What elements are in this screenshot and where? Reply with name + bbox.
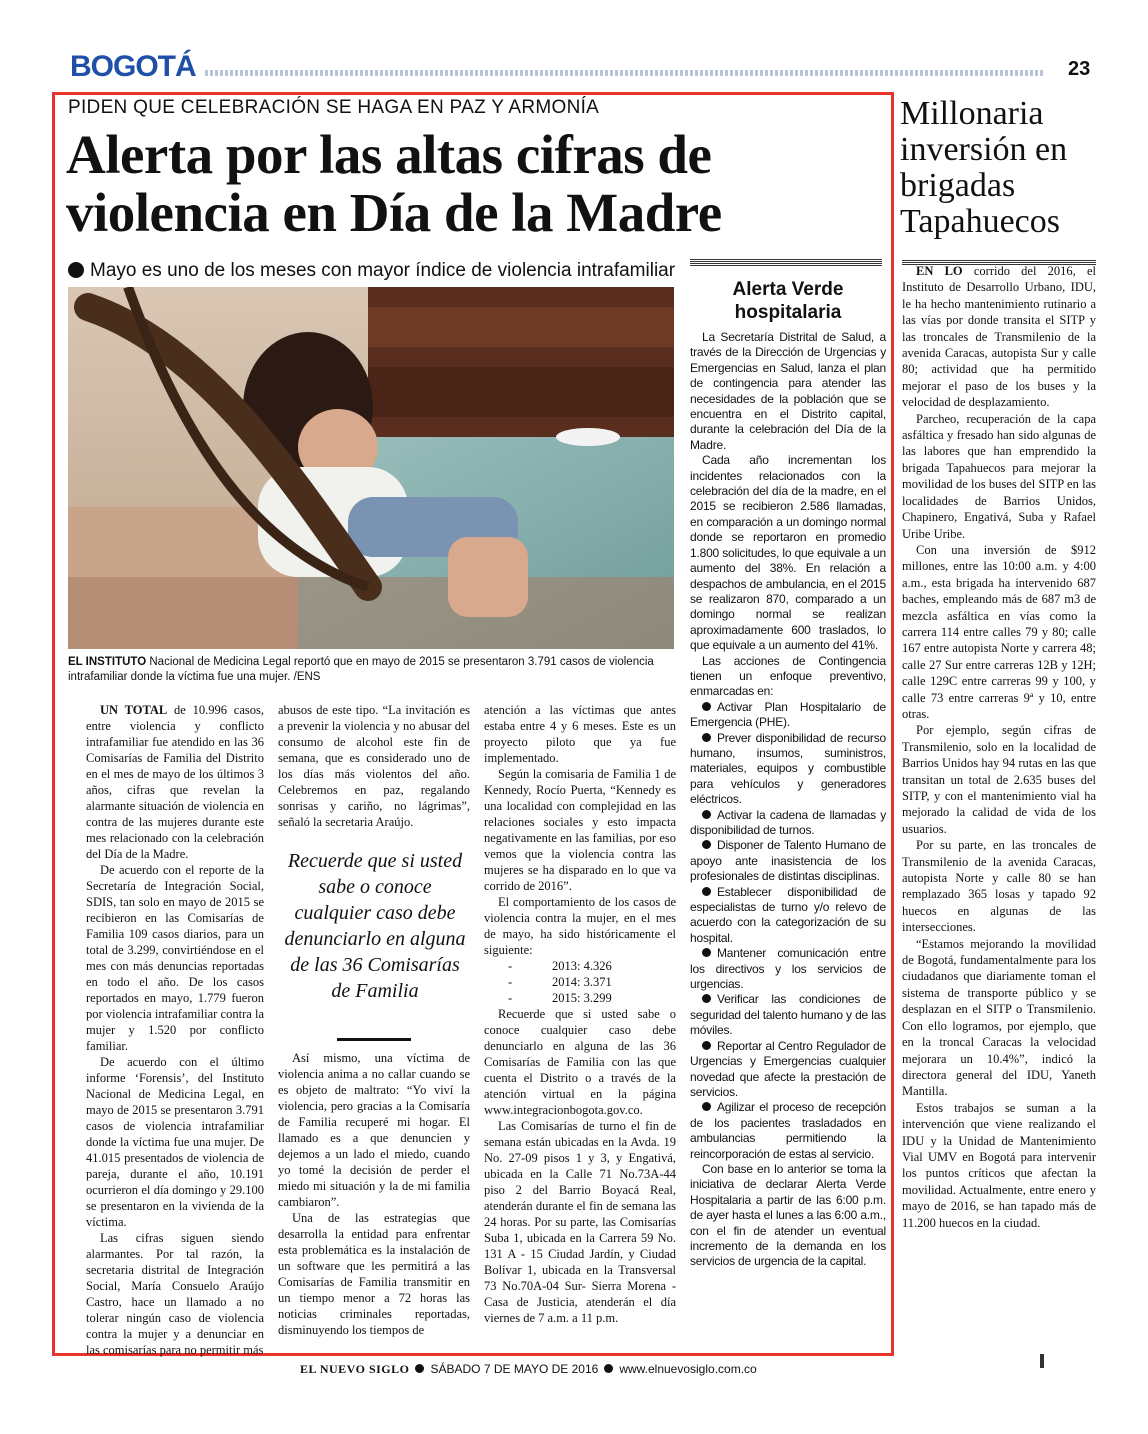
stat-value: 2015: 3.299: [552, 991, 612, 1005]
bullet-text: Mantener comunicación entre los directivos y los servicios de urgencias.: [690, 946, 886, 992]
article-photo: [68, 287, 674, 649]
article-kicker: PIDEN QUE CELEBRACIÓN SE HAGA EN PAZ Y ARMONÍA: [68, 97, 600, 118]
bullet-text: Establecer disponibilidad de especialistas de turno y/o relevo de acuerdo con la categorización de su hospital.: [690, 884, 886, 945]
paragraph: De acuerdo con el último informe ‘Forensis’, del Instituto Nacional de Medicina Legal, en mayo de 2015 se presentaron 3.791 casos de violencia intrafamiliar donde la víctima fue una mujer. De 41.015 presentados de violencia de pareja, durante el año, 10.191 ocurrieron el día domingo y 29.100 se presentaron en la vivienda de la víctima.: [86, 1055, 264, 1229]
bullet-icon: [702, 1041, 711, 1050]
article-column-2-top: [278, 702, 470, 830]
page-number: 23: [1068, 58, 1091, 80]
bullet-text: Activar Plan Hospitalario de Emergencia (PHE).: [690, 699, 886, 730]
bullet-icon: [702, 887, 711, 896]
footer-url: www.elnuevosiglo.com.co: [619, 1362, 757, 1376]
article-column-3: [484, 702, 676, 1326]
paragraph-lead: UN TOTAL: [100, 703, 168, 717]
paragraph: De acuerdo con el reporte de la Secretaría de Integración Social, SDIS, tan solo en mayo de 2015 se recibieron en las Comisarías de Familia 109 casos diarios, para un total de 3.299, convirtiéndose en el mes con más denuncias reportadas en todo el año. De los casos reportados en mayo, 1.779 fueron por violencia intrafamiliar contra la mujer y 1.520 por conflicto familiar.: [86, 863, 264, 1053]
bullet-icon: [604, 1364, 613, 1373]
paragraph: Por su parte, en las troncales de Transmilenio de la avenida Caracas, autopista Norte y calle 80 se han remplazado 365 losas y tapado 92 huecos en algunas de las intersecciones.: [902, 838, 1096, 935]
right-article-body: [902, 263, 1096, 1231]
caption-text: Nacional de Medicina Legal reportó que en mayo de 2015 se presentaron 3.791 casos de violencia intrafamiliar donde la víctima fue una mujer. /ENS: [68, 656, 654, 683]
bullet-icon: [702, 810, 711, 819]
stat-item: [508, 990, 676, 1006]
paragraph: Las Comisarías de turno el fin de semana están ubicadas en la Avda. 19 No. 27-09 pisos 1 y 3, y Engativá, ubicada en la Calle 71 No.73A-44 piso 2 del Barrio Boyacá Real, atenderán durante el fin de semana las 24 horas. Por su parte, las Comisarías Suba 1, ubicada en la Carrera 59 No. 131 A - 15 Ciudad Jardín, y Ciudad Bolívar 1, ubicada en la Transversal 73 No.70A-04 Sur- Sierra Morena - Casa de Justicia, atenderán el día viernes de 7 a.m. a 11 p.m.: [484, 1119, 676, 1325]
paragraph: Las cifras siguen siendo alarmantes. Por tal razón, la secretaria distrital de Integración Social, María Consuelo Araújo Castro, hace un llamado a no tolerar ningún caso de violencia contra la mujer y a denunciar en las comisarías para no permitir más: [86, 1231, 264, 1357]
bullet-icon: [702, 840, 711, 849]
paragraph: Según la comisaria de Familia 1 de Kennedy, Rocío Puerta, “Kennedy es una localidad con complejidad en las relaciones sociales y esto impacta negativamente en las familias, por eso vemos que la violencia contra las mujeres se ha disparado en lo que va corrido de 2016”.: [484, 767, 676, 893]
stat-item: [508, 958, 676, 974]
paragraph: atención a las víctimas que antes estaba entre 4 y 6 meses. Este es un proyecto piloto que ya fue implementado.: [484, 703, 676, 765]
article-headline: Alerta por las altas cifras de violencia en Día de la Madre: [66, 124, 722, 243]
bullet-text: Agilizar el proceso de recepción de los pacientes trasladados en ambulancias permitiendo la reincorporación de estas al servicio.: [690, 1100, 886, 1161]
sidebar-title: Alerta Verde hospitalaria: [732, 279, 844, 323]
bullet-icon: [702, 733, 711, 742]
bullet-text: Verificar las condiciones de seguridad del talento humano y de las móviles.: [690, 992, 886, 1038]
sidebar-bullet-item: [690, 731, 886, 808]
sidebar-bullet-item: [690, 885, 886, 947]
stat-dash: -: [508, 959, 513, 973]
footer-mark: [1040, 1354, 1044, 1368]
paragraph: [86, 702, 264, 862]
paragraph-text: corrido del 2016, el Instituto de Desarrollo Urbano, IDU, le ha hecho mantenimiento rutinario a las vías por donde transita el SITP y las troncales de Transmilenio de la avenida Caracas, autopista Sur y calle 80; actividad que ha permitido mejorar el paso de los buses y la velocidad de desplazamiento.: [902, 264, 1097, 410]
article-column-2-bottom: [278, 1050, 470, 1338]
sidebar-bullet-item: [690, 808, 886, 839]
paragraph: Estos trabajos se suman a la intervención que viene realizando el IDU y la Unidad de Mantenimiento Vial UMV en Bogotá para intervenir los puntos críticos que afectan la movilidad. Actualmente, entre enero y mayo de 2016, se han tapado más de 11.200 huecos en la ciudad.: [902, 1100, 1096, 1230]
sidebar-bullet-item: [690, 1100, 886, 1162]
photo-caption: [68, 655, 674, 685]
sidebar-bullet-item: [690, 1039, 886, 1101]
sidebar-bullet-item: [690, 838, 886, 884]
pull-quote: Recuerde que si usted sabe o conoce cualquier caso debe denunciarlo en alguna de las 36 Comisarías de Familia: [284, 850, 466, 1002]
stat-value: 2014: 3.371: [552, 975, 612, 989]
stat-dash: -: [508, 975, 513, 989]
paragraph: Recuerde que si usted sabe o conoce cualquier caso debe denunciarlo en alguna de las 36 Comisarías de Familia con las que cuenta el Distrito o a través de la atención virtual en la página www.integracionbogota.gov.co.: [484, 1007, 676, 1117]
bullet-text: Prever disponibilidad de recurso humano, insumos, suministros, materiales, equipos y combustible para vehículos y generadores eléctricos.: [690, 730, 886, 807]
paragraph: El comportamiento de los casos de violencia contra la mujer, en el mes de mayo, ha sido históricamente el siguiente:: [484, 895, 676, 957]
bullet-icon: [702, 948, 711, 957]
sidebar-bullet-item: [690, 992, 886, 1038]
paragraph: Por ejemplo, según cifras de Transmilenio, solo en la localidad de Barrios Unidos hay 94 rutas en las que transitan un total de 2.635 buses del SITP, y con el mantenimiento vial ha mejorado la calidad de vida de los usuarios.: [902, 723, 1096, 836]
bullet-icon: [68, 262, 84, 278]
article-deck: [68, 260, 675, 282]
caption-lead: EL INSTITUTO: [68, 656, 147, 668]
bullet-icon: [702, 994, 711, 1003]
paragraph-lead: EN LO: [916, 264, 963, 278]
sidebar-bullet-item: [690, 700, 886, 731]
paragraph: [902, 263, 1096, 411]
bullet-icon: [702, 702, 711, 711]
pull-quote-rule: [337, 1038, 411, 1041]
stat-dash: -: [508, 991, 513, 1005]
paragraph: Una de las estrategias que desarrolla la entidad para enfrentar esta problemática es la instalación de un software que les permitirá a las Comisarías de Familia transmitir en un tiempo menor a 72 horas las noticias criminales reportadas, disminuyendo los tiempos de: [278, 1211, 470, 1337]
bullet-icon: [702, 1102, 711, 1111]
paragraph: Así mismo, una víctima de violencia anima a no callar cuando se es objeto de maltrato: “Yo viví la violencia, pero gracias a la Comisaría de Familia recuperé mi hogar. El llamado es a que denuncien y dejemos a un lado el miedo, cuando yo tomé la decisión de perder el miedo mi situación y la de mi familia cambiaron”.: [278, 1051, 470, 1209]
page-footer: [300, 1362, 860, 1377]
article-column-1: [86, 702, 264, 1358]
paragraph: “Estamos mejorando la movilidad de Bogotá, fundamentalmente para los ciudadanos que diariamente toman el sistema de transporte público y se desplazan en el SITP o Transmilenio. Con ello logramos, por ejemplo, que en la troncal Caracas la velocidad mejorara un 10.4%”, indicó la directora general del IDU, Yaneth Mantilla.: [902, 936, 1096, 1099]
paragraph: Las acciones de Contingencia tienen un enfoque preventivo, enmarcadas en:: [690, 653, 886, 699]
stat-value: 2013: 4.326: [552, 959, 612, 973]
paragraph: Parcheo, recuperación de la capa asfáltica y fresado han sido algunas de las labores que han emprendido la brigada Tapahuecos para mejorar la movilidad de los buses del SITP en las localidades de Barrios Unidos, Chapinero, Engativá, Suba y Rafael Uribe Uribe.: [902, 411, 1096, 541]
paragraph: Con base en lo anterior se toma la iniciativa de declarar Alerta Verde Hospitalaria a partir de las 6:00 p.m. de ayer hasta el lunes a las 6:00 a.m., con el fin de atender un eventual incremento de la demanda en los servicios de urgencia de la capital.: [690, 1161, 886, 1269]
bullet-text: Activar la cadena de llamadas y disponibilidad de turnos.: [690, 807, 886, 837]
stats-list: [484, 958, 676, 1006]
section-label: BOGOTÁ: [70, 50, 196, 83]
footer-date: SÁBADO 7 DE MAYO DE 2016: [430, 1362, 599, 1376]
paragraph-text: de 10.996 casos, entre violencia y conflicto intrafamiliar fue atendido en las 36 Comisarías de Familia del Distrito en el mes de mayo de los últimos 3 años, cifras que revelan la alarmante situación de violencia en contra de las mujeres durante este mes relacionado con la celebración del Día de la Madre.: [86, 703, 264, 861]
stat-item: [508, 974, 676, 990]
paragraph: abusos de este tipo. “La invitación es a prevenir la violencia y no abusar del consumo de alcohol este fin de semana, que es considerado uno de los días más violentos del año. Celebremos en paz, regalando sonrisas y cariño, no lágrimas”, señaló la secretaria Araújo.: [278, 703, 470, 829]
photo-illustration: [68, 287, 674, 649]
sidebar-body: [690, 330, 886, 1270]
right-article-headline: Millonaria inversión en brigadas Tapahuecos: [900, 95, 1068, 240]
bullet-text: Reportar al Centro Regulador de Urgencias y Emergencias cualquier novedad que afecte la prestación de servicios.: [690, 1038, 886, 1099]
section-rule: [205, 70, 1045, 76]
paragraph: Con una inversión de $912 millones, entre las 10:00 a.m. y 4:00 a.m., esta brigada ha intervenido 687 baches, empleando más de 687 m3 de mezcla asfáltica en vías como la carrera 114 entre calles 79 y 80; calle 167 entre autopista Norte y carrera 48; calle 27 Sur entre carreras 12B y 12H; calle 129C entre carreras 99 y 100, y calle 73 entre carreras 9ª y 10, entre otras.: [902, 542, 1096, 721]
sidebar-bullet-item: [690, 946, 886, 992]
paragraph: La Secretaría Distrital de Salud, a través de la Dirección de Urgencias y Emergencias en Salud, lanza el plan de contingencia para atender las necesidades de la población que se encuentra en el Distrito capital, durante la celebración del Día de la Madre.: [690, 330, 886, 452]
sidebar-rule: [690, 258, 882, 266]
bullet-text: Disponer de Talento Humano de apoyo ante inasistencia de los profesionales de distintas disciplinas.: [690, 838, 886, 884]
deck-text: Mayo es uno de los meses con mayor índice de violencia intrafamiliar: [90, 260, 676, 281]
paragraph: Cada año incrementan los incidentes relacionados con la celebración del día de la madre, en el 2015 se recibieron 2.586 llamadas, en comparación a un domingo normal donde se reportaron en promedio 1.800 solicitudes, lo que equivale a un aumento del 38%. En relación a despachos de ambulancia, en el 2015 se realizaron 870, comparado a un domingo normal se realizan aproximadamente 600 traslados, lo que equivale a un aumento del 41%.: [690, 453, 886, 653]
footer-brand: EL NUEVO SIGLO: [300, 1362, 410, 1376]
bullet-icon: [415, 1364, 424, 1373]
